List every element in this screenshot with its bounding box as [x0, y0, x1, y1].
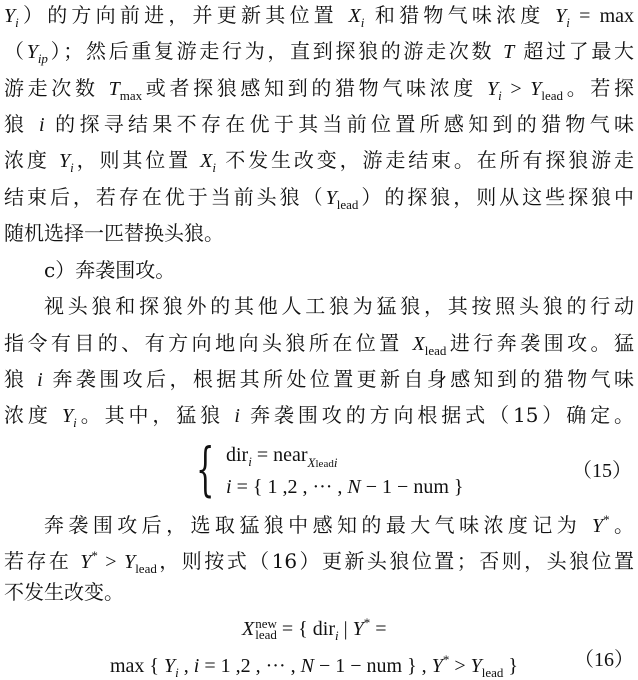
math-symbol: lead [541, 88, 564, 103]
equation-15-line-2: i = { 1 ,2 , ··· , N − 1 − num } [226, 476, 464, 498]
text-run: 超过了最大 [514, 39, 635, 63]
math-symbol: ip [37, 51, 48, 66]
text-run: 浓度 [4, 403, 63, 427]
text-run: ，则其位置 [73, 148, 201, 172]
math-symbol: T [503, 41, 515, 63]
math-symbol: Y [4, 5, 16, 27]
text-run: 或者探狼感知到的猎物气味浓度 [142, 76, 487, 100]
text-line [4, 109, 634, 139]
text-line [4, 73, 634, 103]
text-run: 结束后，若存在优于当前头狼（ [4, 185, 326, 209]
text-run: 游走次数 [4, 76, 109, 100]
math-symbol: X [348, 5, 361, 27]
math-symbol: i [37, 369, 43, 391]
math-symbol: Y [486, 78, 499, 100]
math-symbol: Y [124, 551, 136, 573]
text-line [4, 364, 634, 394]
text-line [4, 218, 634, 248]
text-line [4, 0, 634, 30]
text-run: 奔袭围攻的方向根据式（15）确定。 [239, 403, 634, 427]
text-run: 奔袭围攻后，选取猛狼中感知的最大气味浓度记为 [44, 513, 592, 537]
text-line [4, 541, 635, 576]
text-run: 若存在 [4, 549, 81, 573]
equation-16-line-1: X new lead = { dir$_i$ | Y* = [242, 615, 387, 643]
text-line [4, 182, 634, 212]
text-run: 浓度 [4, 148, 59, 172]
text-run: 不发生改变，游走结束。在所有探狼游走 [216, 148, 635, 172]
text-run: 。 [609, 513, 635, 537]
math-symbol: Y [58, 150, 71, 172]
math-symbol: i [73, 415, 77, 430]
text-line [44, 291, 634, 321]
math-symbol: i [212, 160, 217, 175]
math-symbol: i [498, 88, 502, 103]
math-symbol: Y [555, 5, 567, 27]
text-line [4, 577, 634, 607]
text-run: 。其中，猛狼 [76, 403, 235, 427]
math-symbol: Y [26, 41, 38, 63]
text-line [4, 400, 634, 430]
text-run: c）奔袭围攻。 [44, 258, 176, 282]
text-run: 狼 [4, 112, 39, 136]
math-symbol: Y [530, 78, 542, 100]
text-run: 指令有目的、有方向地向头狼所在位置 [4, 331, 413, 355]
equation-16-line-2: max { $Y_i$ , i = 1 ,2 , ··· , N − 1 − num } , $Y^* > Y_{lead}$ } [110, 652, 518, 680]
text-run: 。若探 [563, 76, 635, 100]
math-symbol: Y [591, 515, 604, 537]
text-run: （ [4, 39, 27, 63]
text-line [44, 255, 634, 285]
math-symbol: > [501, 78, 531, 100]
text-run: 的探寻结果不存在优于其当前位置所感知到的猎物气味 [44, 112, 634, 136]
text-run: ，则按式（16）更新头狼位置；否则，头狼位置 [156, 549, 635, 573]
math-symbol: Y [62, 405, 74, 427]
math-symbol: = max [569, 5, 635, 27]
text-line [4, 145, 634, 175]
text-run: 奔袭围攻后，根据其所处位置更新自身感知到的猎物气味 [42, 367, 635, 391]
math-symbol: T [108, 78, 120, 100]
math-symbol: lead [336, 197, 359, 212]
text-line [4, 328, 634, 358]
equation-number-15: （15） [572, 460, 632, 482]
text-run: 和猎物气味浓度 [364, 3, 556, 27]
text-run: 不发生改变。 [4, 580, 124, 604]
text-run: 狼 [4, 367, 38, 391]
math-symbol: i [360, 15, 365, 30]
math-symbol: i [38, 114, 45, 136]
text-run: 视头狼和探狼外的其他人工狼为猛狼，其按照头狼的行动 [44, 294, 634, 318]
math-symbol: i [15, 15, 19, 30]
math-symbol: i [234, 405, 240, 427]
text-line [4, 36, 634, 66]
math-symbol: Y [80, 551, 92, 573]
math-symbol: i [70, 160, 74, 175]
math-symbol: > [97, 551, 125, 573]
left-brace: { [196, 435, 215, 503]
equation-15-line-1: dir$_i$ = near$_{Xleadi}$ [226, 444, 338, 470]
math-symbol: max [119, 88, 143, 103]
equation-number-16: （16） [574, 649, 634, 671]
text-run: ）；然后重复游走行为，直到探狼的游走次数 [47, 39, 504, 63]
text-run: ）的方向前进，并更新其位置 [18, 3, 349, 27]
math-symbol: X [412, 333, 425, 355]
math-symbol: lead [424, 343, 447, 358]
math-symbol: * [603, 512, 610, 527]
math-symbol: X [200, 150, 213, 172]
math-symbol: Y [325, 187, 337, 209]
math-symbol: lead [135, 561, 157, 576]
text-run: ）的探狼，则从这些探狼中 [358, 185, 635, 209]
text-run: 随机选择一匹替换头狼。 [4, 221, 224, 245]
text-run: 进行奔袭围攻。猛 [446, 331, 635, 355]
math-symbol: i [566, 15, 570, 30]
math-symbol: * [91, 548, 98, 563]
text-line [44, 505, 634, 535]
